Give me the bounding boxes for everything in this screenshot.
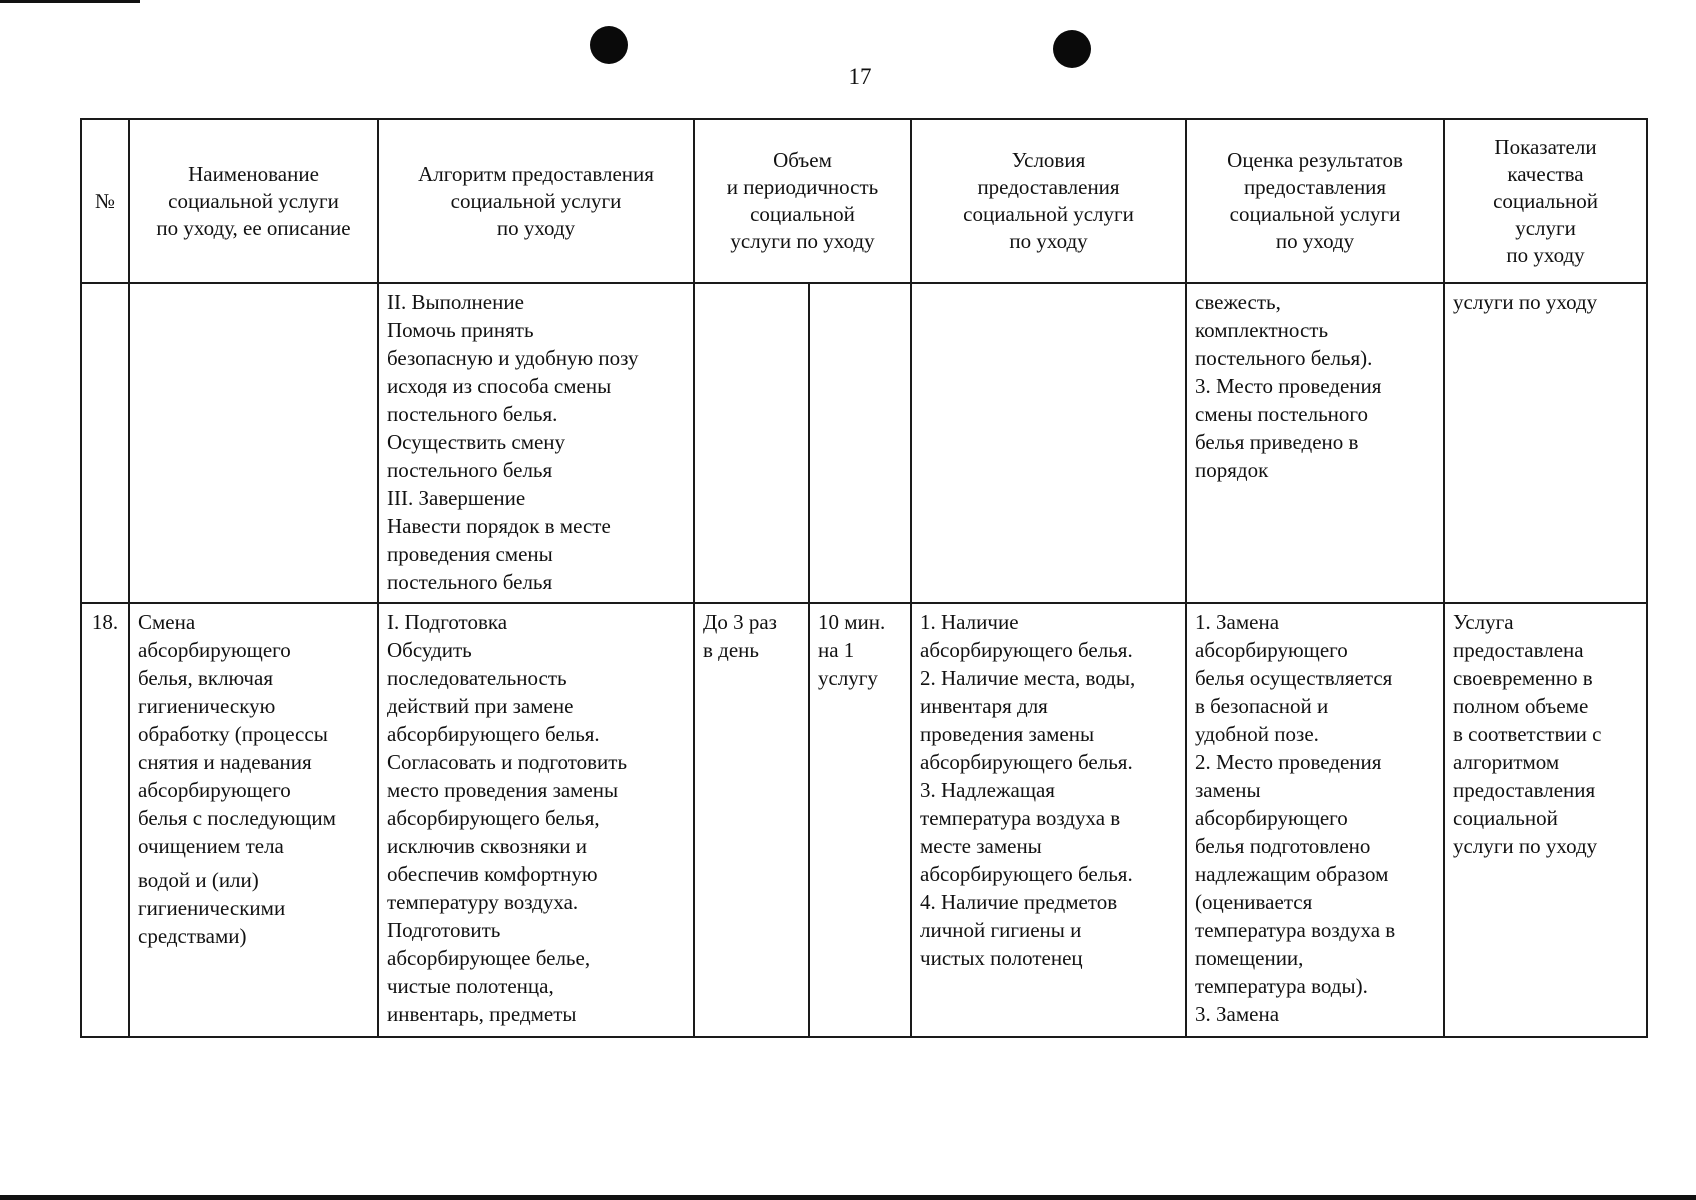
text-line: последовательность [387,666,567,690]
text-line: предоставления [1243,175,1387,199]
text-line: социальной услуги [168,188,339,213]
text-line: 1. Наличие [920,610,1019,634]
header-quality-indicators [1444,119,1647,283]
text-line: снятия и надевания [138,750,312,774]
text-line: абсорбирующего белья, [387,806,600,830]
text-line: Услуга [1453,610,1514,634]
text-line: услуги по уходу [1453,834,1598,858]
service-name-text-continued [138,866,369,950]
text-line: температура воздуха в [1195,918,1396,942]
text-line: социальной услуги [963,202,1134,226]
text-line: полном объеме [1453,694,1589,718]
text-line: надлежащим образом [1195,862,1389,886]
table-row-18 [81,603,1647,1037]
page-number: 17 [848,64,872,89]
text-line: очищением тела [138,834,284,858]
text-line: по уходу [1009,229,1088,253]
text-line: услугу [818,666,878,690]
text-line: инвентаря для [920,694,1048,718]
service-name-text [138,608,369,860]
text-line: свежесть, [1195,290,1281,314]
text-line: гигиеническую [138,694,276,718]
text-line: место проведения замены [387,778,619,802]
text-line: 3. Замена [1195,1002,1280,1026]
text-line: чистые полотенца, [387,974,554,998]
text-line: комплектность [1195,318,1329,342]
text-line: социальной [750,202,855,226]
text-line: 10 мин. [818,610,886,634]
text-line: по уходу [1506,242,1585,267]
text-line: 1. Замена [1195,610,1280,634]
text-line: проведения смены [387,542,553,566]
text-line: в соответствии с [1453,722,1602,746]
text-line: услуги по уходу [730,229,875,253]
text-line: помещении, [1195,946,1304,970]
text-line: предоставлена [1453,638,1584,662]
cell-algorithm [378,283,694,603]
cell-duration [809,283,911,603]
text-line: (оценивается [1195,890,1313,914]
cell-evaluation [1186,603,1444,1037]
text-line: постельного белья). [1195,346,1373,370]
text-line: услуги по уходу [1453,290,1598,314]
text-line: 3. Надлежащая [920,778,1055,802]
text-line: белья осуществляется [1195,666,1393,690]
text-line: инвентарь, предметы [387,1002,577,1026]
header-volume-frequency [694,119,911,283]
text-line: II. Выполнение [387,290,524,314]
cell-number [81,283,129,603]
text-line: температура воздуха в [920,806,1121,830]
punch-hole-right [1053,30,1091,68]
text-line: исключив сквозняки и [387,834,588,858]
text-line: гигиеническими [138,896,286,920]
text-line: белья приведено в [1195,430,1359,454]
text-line: абсорбирующего [138,778,291,802]
text-line: Осуществить смену [387,430,566,454]
text-line: абсорбирующего белья. [920,750,1133,774]
text-line: предоставления [977,175,1120,199]
text-line: услуги [1515,215,1576,240]
bottom-edge-rule [0,1195,1696,1200]
text-line: смены постельного [1195,402,1369,426]
text-line: чистых полотенец [920,946,1083,970]
text-line: Показатели [1494,134,1597,159]
text-line: личной гигиены и [920,918,1082,942]
text-line: алгоритмом [1453,750,1560,774]
header-number: № [81,119,129,283]
cell-service-name [129,603,378,1037]
text-line: абсорбирующего белья. [920,862,1133,886]
text-line: средствами) [138,924,247,948]
header-algorithm [378,119,694,283]
text-line: по уходу [1275,229,1355,253]
cell-conditions [911,603,1186,1037]
text-line: абсорбирующего белья. [387,722,600,746]
cell-quality-indicators [1444,283,1647,603]
table-header-row [81,119,1647,283]
text-line: 2. Наличие места, воды, [920,666,1136,690]
text-line: Согласовать и подготовить [387,750,628,774]
text-line: абсорбирующего [1195,638,1348,662]
text-line: в безопасной и [1195,694,1329,718]
text-line: III. Завершение [387,486,526,510]
text-line: 2. Место проведения [1195,750,1382,774]
text-line: абсорбирующего [138,638,291,662]
text-line: белья подготовлено [1195,834,1371,858]
text-line: по уходу [496,215,576,240]
text-line: социальной услуги [1229,202,1401,226]
text-line: предоставления [1453,778,1596,802]
text-line: Объем [773,148,832,172]
text-line: по уходу, ее описание [156,215,351,240]
text-line: постельного белья [387,458,553,482]
top-edge-rule [0,0,140,3]
text-line: качества [1507,161,1584,186]
text-line: Помочь принять [387,318,534,342]
table-row-continuation [81,283,1647,603]
text-line: порядок [1195,458,1269,482]
cell-evaluation [1186,283,1444,603]
cell-service-name [129,283,378,603]
cell-duration [809,603,911,1037]
text-line: температуру воздуха. [387,890,579,914]
text-line: Подготовить [387,918,501,942]
text-line: удобной позе. [1195,722,1319,746]
header-conditions [911,119,1186,283]
text-line: абсорбирующее белье, [387,946,591,970]
text-line: Наименование [188,161,319,186]
cell-frequency [694,603,809,1037]
cell-algorithm [378,603,694,1037]
text-line: месте замены [920,834,1042,858]
text-line: социальной [1453,806,1558,830]
text-line: температура воды). [1195,974,1368,998]
text-line: социальной [1493,188,1598,213]
text-line: 3. Место проведения [1195,374,1382,398]
text-line: Смена [138,610,196,634]
text-line: белья, включая [138,666,273,690]
cell-quality-indicators [1444,603,1647,1037]
text-line: исходя из способа смены [387,374,612,398]
text-line: обеспечив комфортную [387,862,598,886]
text-line: постельного белья. [387,402,558,426]
text-line: Оценка результатов [1227,148,1403,172]
text-line: белья с последующим [138,806,336,830]
cell-number: 18. [81,603,129,1037]
text-line: Обсудить [387,638,472,662]
text-line: 4. Наличие предметов [920,890,1118,914]
text-line: абсорбирующего [1195,806,1348,830]
cell-conditions [911,283,1186,603]
text-line: действий при замене [387,694,574,718]
text-line: До 3 раз [703,610,777,634]
text-line: Алгоритм предоставления [418,161,654,186]
text-line: своевременно в [1453,666,1593,690]
text-line: социальной услуги [450,188,622,213]
text-line: Условия [1011,148,1086,172]
services-table [80,118,1648,1038]
text-line: безопасную и удобную позу [387,346,639,370]
text-line: на 1 [818,638,855,662]
text-line: и периодичность [726,175,879,199]
punch-hole-left [590,26,628,64]
header-evaluation [1186,119,1444,283]
text-line: обработку (процессы [138,722,328,746]
text-line: абсорбирующего белья. [920,638,1133,662]
text-line: замены [1195,778,1261,802]
text-line: I. Подготовка [387,610,508,634]
text-line: водой и (или) [138,868,259,892]
header-service-name [129,119,378,283]
text-line: постельного белья [387,570,553,594]
text-line: Навести порядок в месте [387,514,611,538]
text-line: проведения замены [920,722,1095,746]
cell-frequency [694,283,809,603]
text-line: в день [703,638,759,662]
